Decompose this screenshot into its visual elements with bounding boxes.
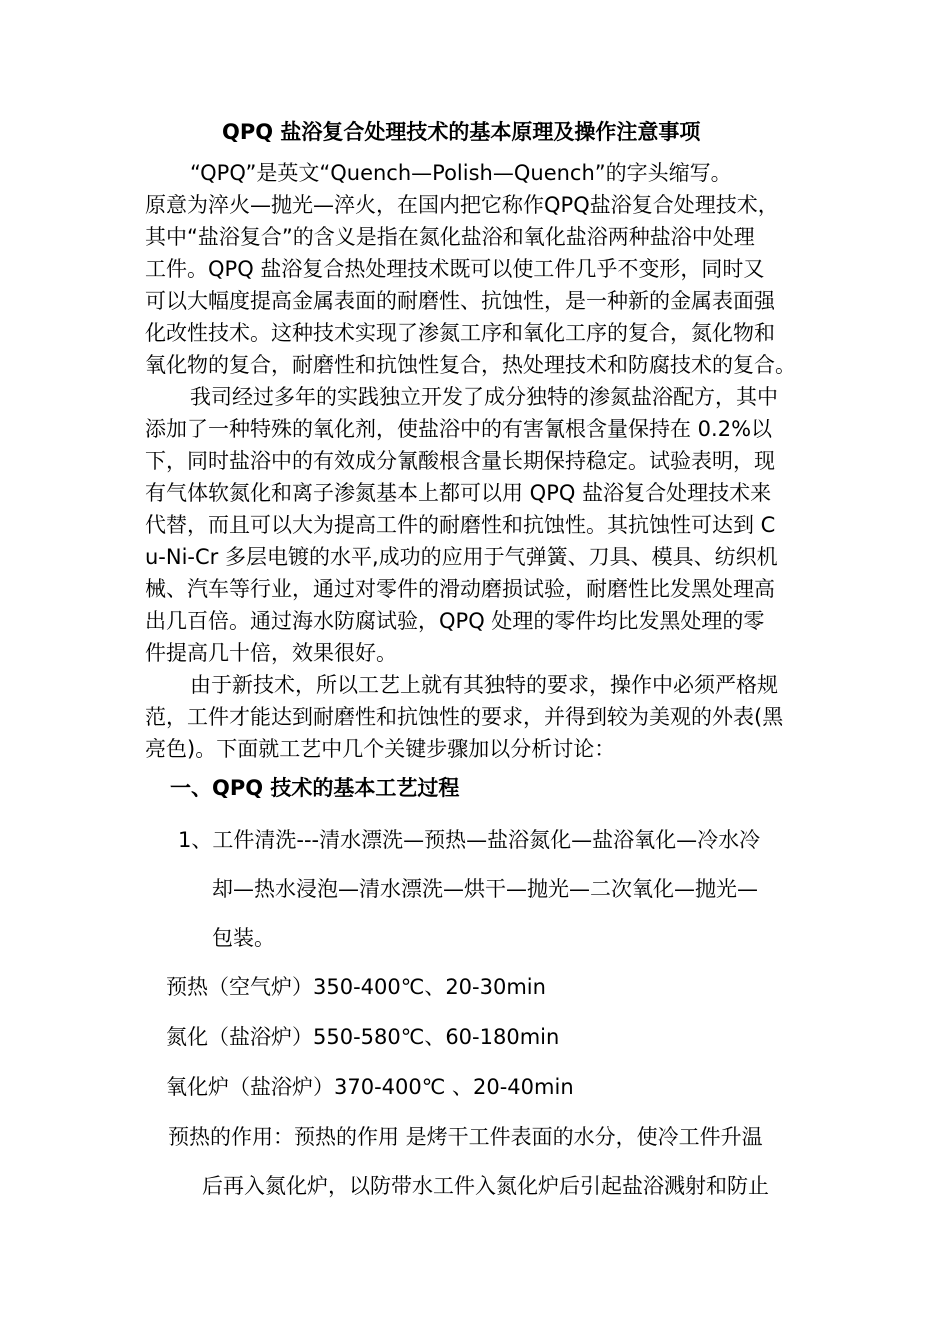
paragraph-line: 有气体软氮化和离子渗氮基本上都可以用 QPQ 盐浴复合处理技术来 (145, 481, 772, 505)
paragraph-line: 代替，而且可以大为提高工件的耐磨性和抗蚀性。其抗蚀性可达到 C (145, 513, 776, 537)
paragraph-line: 预热的作用：预热的作用 是烤干工件表面的水分，使冷工件升温 (168, 1125, 763, 1149)
paragraph-line: 范，工件才能达到耐磨性和抗蚀性的要求，并得到较为美观的外表(黑 (145, 705, 784, 729)
paragraph-line: u-Ni-Cr 多层电镀的水平,成功的应用于气弹簧、刀具、模具、纺织机 (145, 545, 778, 569)
param-line: 预热（空气炉）350-400℃、20-30min (166, 975, 546, 999)
paragraph-line: 氧化物的复合，耐磨性和抗蚀性复合，热处理技术和防腐技术的复合。 (145, 353, 796, 377)
paragraph-line: 由于新技术，所以工艺上就有其独特的要求，操作中必须严格规 (190, 673, 778, 697)
paragraph-line: 工件。QPQ 盐浴复合热处理技术既可以使工件几乎不变形，同时又 (145, 257, 765, 281)
paragraph-line: 添加了一种特殊的氧化剂，使盐浴中的有害氰根含量保持在 0.2%以 (145, 417, 773, 441)
paragraph-line: 件提高几十倍，效果很好。 (145, 641, 397, 665)
param-line: 氮化（盐浴炉）550-580℃、60-180min (166, 1025, 560, 1049)
paragraph-line: 械、汽车等行业，通过对零件的滑动磨损试验，耐磨性比发黑处理高 (145, 577, 775, 601)
paragraph-line: 其中“盐浴复合”的含义是指在氮化盐浴和氧化盐浴两种盐浴中处理 (145, 225, 755, 249)
paragraph-line: 我司经过多年的实践独立开发了成分独特的渗氮盐浴配方，其中 (190, 385, 778, 409)
paragraph-line: 出几百倍。通过海水防腐试验，QPQ 处理的零件均比发黑处理的零 (145, 609, 765, 633)
paragraph-line: 后再入氮化炉，以防带水工件入氮化炉后引起盐浴溅射和防止 (202, 1174, 769, 1198)
paragraph-line: 可以大幅度提高金属表面的耐磨性、抗蚀性，是一种新的金属表面强 (145, 289, 775, 313)
section-heading: 一、QPQ 技术的基本工艺过程 (170, 776, 460, 800)
paragraph-line: 亮色)。下面就工艺中几个关键步骤加以分析讨论： (145, 737, 616, 761)
paragraph-line: 原意为淬火—抛光—淬火，在国内把它称作QPQ盐浴复合处理技术， (145, 193, 779, 217)
list-item-line: 1、工件清洗---清水漂洗—预热—盐浴氮化—盐浴氧化—冷水冷 (178, 828, 761, 852)
paragraph-line: 化改性技术。这种技术实现了渗氮工序和氧化工序的复合，氮化物和 (145, 321, 775, 345)
param-line: 氧化炉（盐浴炉）370-400℃ 、20-40min (166, 1075, 574, 1099)
list-item-line: 却—热水浸泡—清水漂洗—烘干—抛光—二次氧化—抛光— (212, 877, 758, 901)
paragraph-line: “QPQ”是英文“Quench—Polish—Quench”的字头缩写。 (190, 161, 732, 185)
paragraph-line: 下，同时盐浴中的有效成分氰酸根含量长期保持稳定。试验表明，现 (145, 449, 775, 473)
list-item-line: 包装。 (212, 926, 275, 950)
document-title: QPQ 盐浴复合处理技术的基本原理及操作注意事项 (222, 120, 701, 144)
